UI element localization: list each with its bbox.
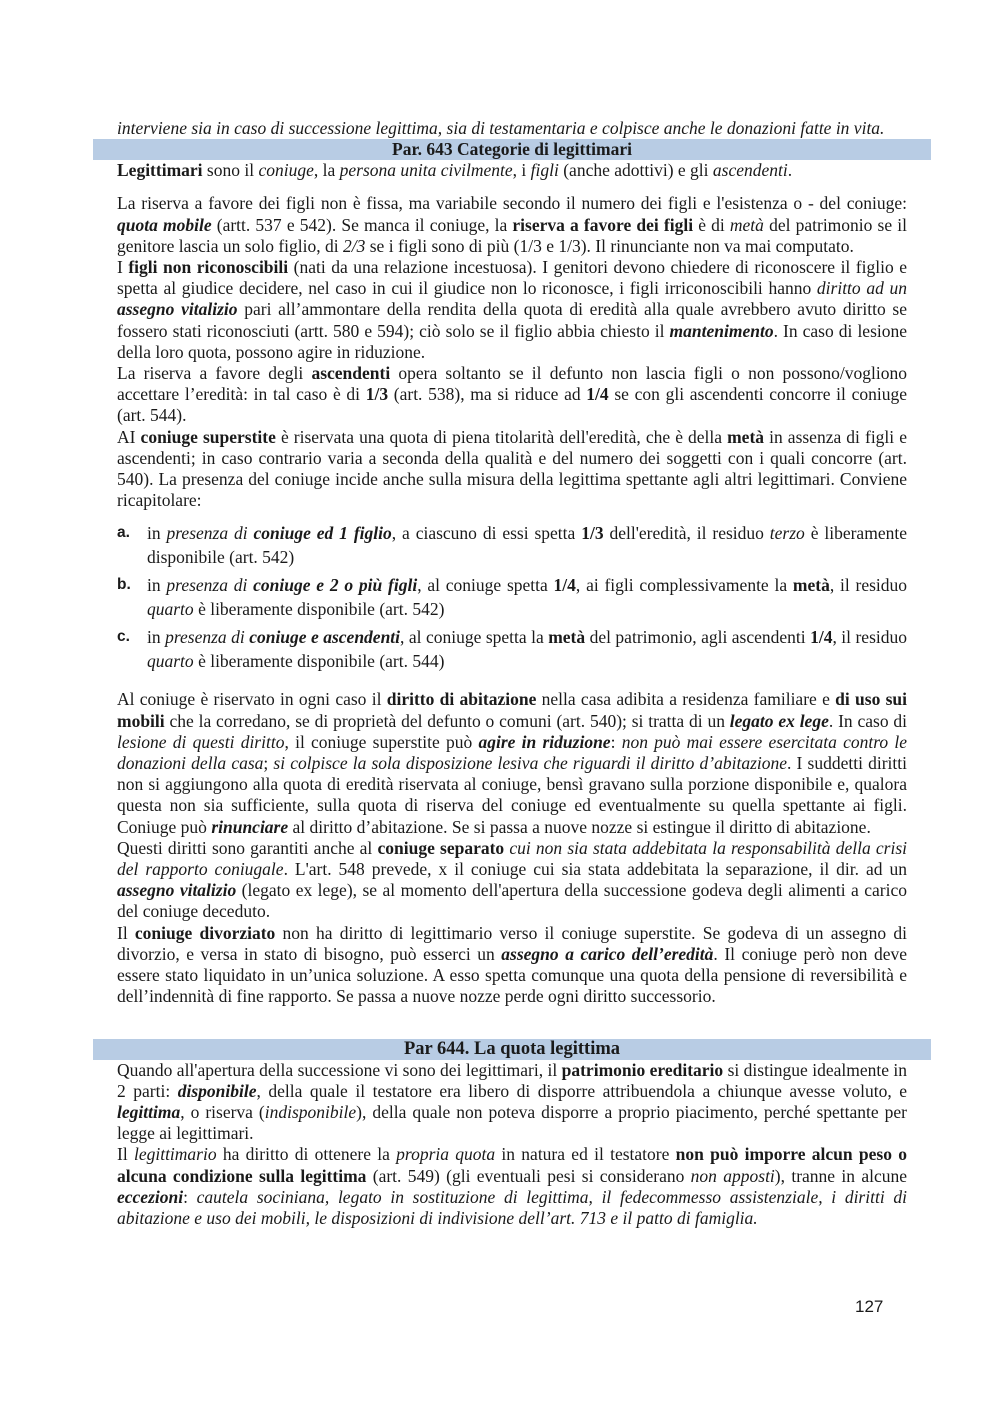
text-run: che la corredano, se di proprietà del defunto o comuni (art. 540); si tratta di un [164,710,730,731]
text-run: AI [117,426,141,447]
paragraph-coniuge-separato [117,838,907,923]
text-run: (nati da una relazione incestuosa). I genitori devono chiedere di riconoscere il figlio e spetta al giudice decidere, nel caso in cui il giudice non lo riconosce, i figli irriconoscibili hanno [117,257,907,299]
text-run: cui non sia stata addebitata la responsabilità della crisi del rapporto coniugale [117,837,907,880]
text-run: opera soltanto se il defunto non lascia figli o non possono/vogliono accettare l’eredità: in tal caso è di [117,363,907,405]
text-run: cautela sociniana, legato in sostituzione di legittima, il fedecommesso assistenziale, i diritti di abitazione e uso dei mobili, le disposizioni di indivisione dell’art. 713 e il patto di famiglia. [117,1186,907,1228]
text-run: . L'art. 548 prevede, x il coniuge cui sia stata addebitata la separazione, il dir. ad un [283,859,907,880]
list-marker: a. [117,524,130,542]
text-run: . [787,160,793,181]
section-gap [117,1008,907,1039]
text-run: assegno vitalizio [117,299,238,320]
text-run: ; [263,753,274,774]
text-run: legato ex lege [729,710,829,731]
page-number: 127 [855,1297,884,1316]
text-run: riserva a favore dei figli [512,214,694,235]
text-run: del patrimonio se il genitore lascia un solo figlio, di [117,214,908,256]
paragraph-gap [117,677,907,689]
paragraph-riserva-figli [117,193,907,257]
text-run: (art. 538), ma si riduce ad [388,384,587,405]
text-run: in [147,627,166,648]
text-run: si colpisce la sola disposizione lesiva che riguardi il diritto d’abitazione [273,753,788,774]
text-run: coniuge ed 1 figlio [253,523,392,544]
text-run: (art. 549) (gli eventuali pesi si considerano [366,1165,691,1186]
text-run: lesione di questi diritto [117,731,285,752]
text-run: , al coniuge spetta [417,575,554,596]
text-run: se i figli sono di più (1/3 e 1/3). Il rinunciante non va mai computato. [365,235,854,256]
list-item [117,521,907,569]
text-run: Il [117,1144,134,1165]
text-run: sono il [202,160,259,181]
text-run: si distingue idealmente in 2 parti: [117,1059,907,1101]
paragraph-legittimario [117,1144,907,1229]
text-run: propria quota [396,1144,496,1165]
text-run: , al coniuge spetta la [400,627,549,648]
text-run: , o riserva ( [180,1101,265,1122]
text-run: diritto ad un [816,278,908,299]
text-run: è riservata una quota di piena titolarità dell'eredità, che è della [275,426,728,447]
text-run: presenza di [166,523,254,544]
text-run: se con gli ascendenti concorre il coniuge (art. 544). [117,384,907,426]
text-run: La riserva a favore dei figli non è fissa, ma variabile secondo il numero dei figli e l'esistenza o - del coniuge: [117,193,907,214]
text-run: ascendenti [311,363,391,384]
text-run: (artt. 537 e 542). Se manca il coniuge, la [211,214,513,235]
text-run: disponibile [177,1080,257,1101]
text-run: è liberamente disponibile (art. 542) [193,599,445,620]
text-run: metà [548,627,586,648]
text-run: 1/3 [365,384,389,405]
text-run: in [147,575,167,596]
text-run: I [117,257,129,278]
text-run: , ai figli complessivamente la [575,575,793,596]
text-run: La riserva a favore degli [117,363,312,384]
text-run: agire in riduzione [478,731,611,752]
text-run: . In caso di lesione della loro quota, possono agire in riduzione. [117,320,908,362]
text-run: persona unita civilmente [339,160,513,181]
text-run: Questi diritti sono garantiti anche al [117,837,378,858]
text-run: interviene sia in caso di successione legittima, sia di testamentaria e colpisce anche le donazioni fatte in vita. [117,118,885,138]
paragraph-legittimari [117,160,907,181]
text-run: non ha diritto di legittimario verso il coniuge superstite. Se godeva di un assegno di divorzio, e versa in stato di bisogno, può esserci un [117,922,907,964]
text-run: coniuge e ascendenti [249,627,401,648]
text-run: metà [727,426,765,447]
text-run: quota mobile [117,214,212,235]
text-run: , della quale il testatore era libero di disporre attribuendola a chiunque avesse voluto, e [256,1080,908,1101]
text-run: , a ciascuno di essi spetta [391,523,582,544]
text-run: figli non riconoscibili [128,257,289,278]
text-run: 1/3 [581,523,604,544]
text-run: dell'eredità, il residuo [603,523,770,544]
list-item-text [147,575,907,619]
list-marker: c. [117,628,130,646]
text-run: , la [313,160,340,181]
text-run: coniuge e 2 o più figli [253,575,418,596]
paragraph-coniuge-divorziato [117,923,907,1008]
text-run: al diritto d’abitazione. Se si passa a nuove nozze si estingue il diritto di abitazione. [288,816,871,837]
text-run: , il residuo [832,627,907,648]
text-run: Legittimari [117,160,203,181]
text-run: del patrimonio, agli ascendenti [585,627,811,648]
document-page [117,118,907,1229]
paragraph-coniuge-superstite [117,427,907,512]
text-run: : [610,731,622,752]
text-run: coniuge divorziato [134,922,276,943]
text-run: non può mai essere esercitata contro le donazioni della casa [117,731,907,774]
recap-list [117,521,907,673]
text-run: in natura ed il testatore [495,1144,676,1165]
text-run: , i [512,160,531,181]
text-run: . I suddetti diritti non si aggiungono alla quota di eredità riservata al coniuge, bensì gravano sulla porzione disponibile e, qualora questa non sia sufficiente, sulla quota di riserva del coniuge ed eventualmente su quella spettante ai figli. Coniuge può [117,753,907,837]
text-run: coniuge [258,160,314,181]
text-run: quarto [147,599,194,620]
text-run: coniuge separato [377,837,505,858]
text-run: eccezioni [117,1186,184,1207]
text-run: , il coniuge superstite può [284,731,479,752]
text-run: . In caso di [828,710,908,731]
text-run: metà [792,575,830,596]
text-run: 1/4 [553,575,576,596]
text-run: figli [530,160,559,181]
text-run: 1/4 [586,384,609,405]
text-run: assegno a carico dell’eredità [501,943,714,964]
text-run: non apposti [690,1165,775,1186]
text-run: , il residuo [829,575,908,596]
text-run: Il [117,922,135,943]
paragraph-ascendenti [117,363,907,427]
text-run: ascendenti [712,160,788,181]
list-item-text [147,523,907,567]
text-run: presenza di [165,627,250,648]
paragraph-diritto-abitazione [117,689,907,837]
text-run: è di [693,214,730,235]
paragraph-gap [117,181,907,193]
text-run: 2/3 [343,235,366,256]
text-run: (legato ex lege), se al momento dell'apertura della successione godeva degli alimenti a carico del coniuge deceduto. [117,880,907,922]
intro-paragraph [117,118,907,139]
text-run: legittimario [133,1144,217,1165]
text-run: è liberamente disponibile (art. 544) [193,651,445,672]
text-run: . Il coniuge però non deve essere stato liquidato in un’unica soluzione. A esso spetta comunque una quota della pensione di reversibilità e dell’indennità di fine rapporto. Se passa a nuove nozze perde ogni diritto successorio. [117,943,907,1007]
text-run: : [183,1186,197,1207]
text-run: Al coniuge è riservato in ogni caso il [117,689,387,710]
text-run: legittima [117,1101,181,1122]
text-run: 1/4 [810,627,833,648]
text-run: terzo [769,523,805,544]
paragraph-figli-non-riconoscibili [117,257,907,363]
text-run: quarto [147,651,194,672]
list-item [117,625,907,673]
text-run: assegno vitalizio [117,880,237,901]
text-run: di uso sui mobili [117,689,908,731]
section-heading-643: Par. 643 Categorie di legittimari [93,139,931,160]
text-run: non può imporre alcun peso o alcuna condizione sulla legittima [117,1144,908,1186]
text-run: in assenza di figli e ascendenti; in caso contrario varia a seconda della qualità e del numero dei soggetti con i quali concorre (art. 540). La presenza del coniuge incide anche sulla misura della legittima spettante agli altri legittimari. Conviene ricapitolare: [117,426,907,511]
text-run: (anche adottivi) e gli [558,160,713,181]
text-run: ), della quale non poteva disporre a proprio piacimento, perché spettante per legge ai legittimari. [117,1101,907,1144]
text-run: ), tranne in alcune [774,1165,907,1186]
list-item-text [147,627,907,671]
text-run: mantenimento [669,320,774,341]
text-run: nella casa adibita a residenza familiare e [536,689,836,710]
text-run: indisponibile [264,1101,357,1122]
text-run: è liberamente disponibile (art. 542) [147,523,907,568]
text-run: diritto di abitazione [386,689,537,710]
list-marker: b. [117,576,131,594]
list-item [117,573,907,621]
text-run: pari all’ammontare della rendita della quota di eredità alla quale avrebbero avuto diritto se fossero stati riconosciuti (artt. 580 e 594); ciò solo se il figlio abbia chiesto il [117,299,907,341]
text-run: metà [729,214,764,235]
section-heading-644: Par 644. La quota legittima [93,1039,931,1060]
text-run: ha diritto di ottenere la [216,1144,397,1165]
paragraph-patrimonio-ereditario [117,1060,907,1145]
text-run: rinunciare [211,816,289,837]
text-run: Quando all'apertura della successione vi sono dei legittimari, il [117,1059,562,1080]
text-run: patrimonio ereditario [561,1059,724,1080]
text-run: presenza di [166,575,254,596]
text-run: coniuge superstite [140,426,276,447]
text-run: in [147,523,167,544]
